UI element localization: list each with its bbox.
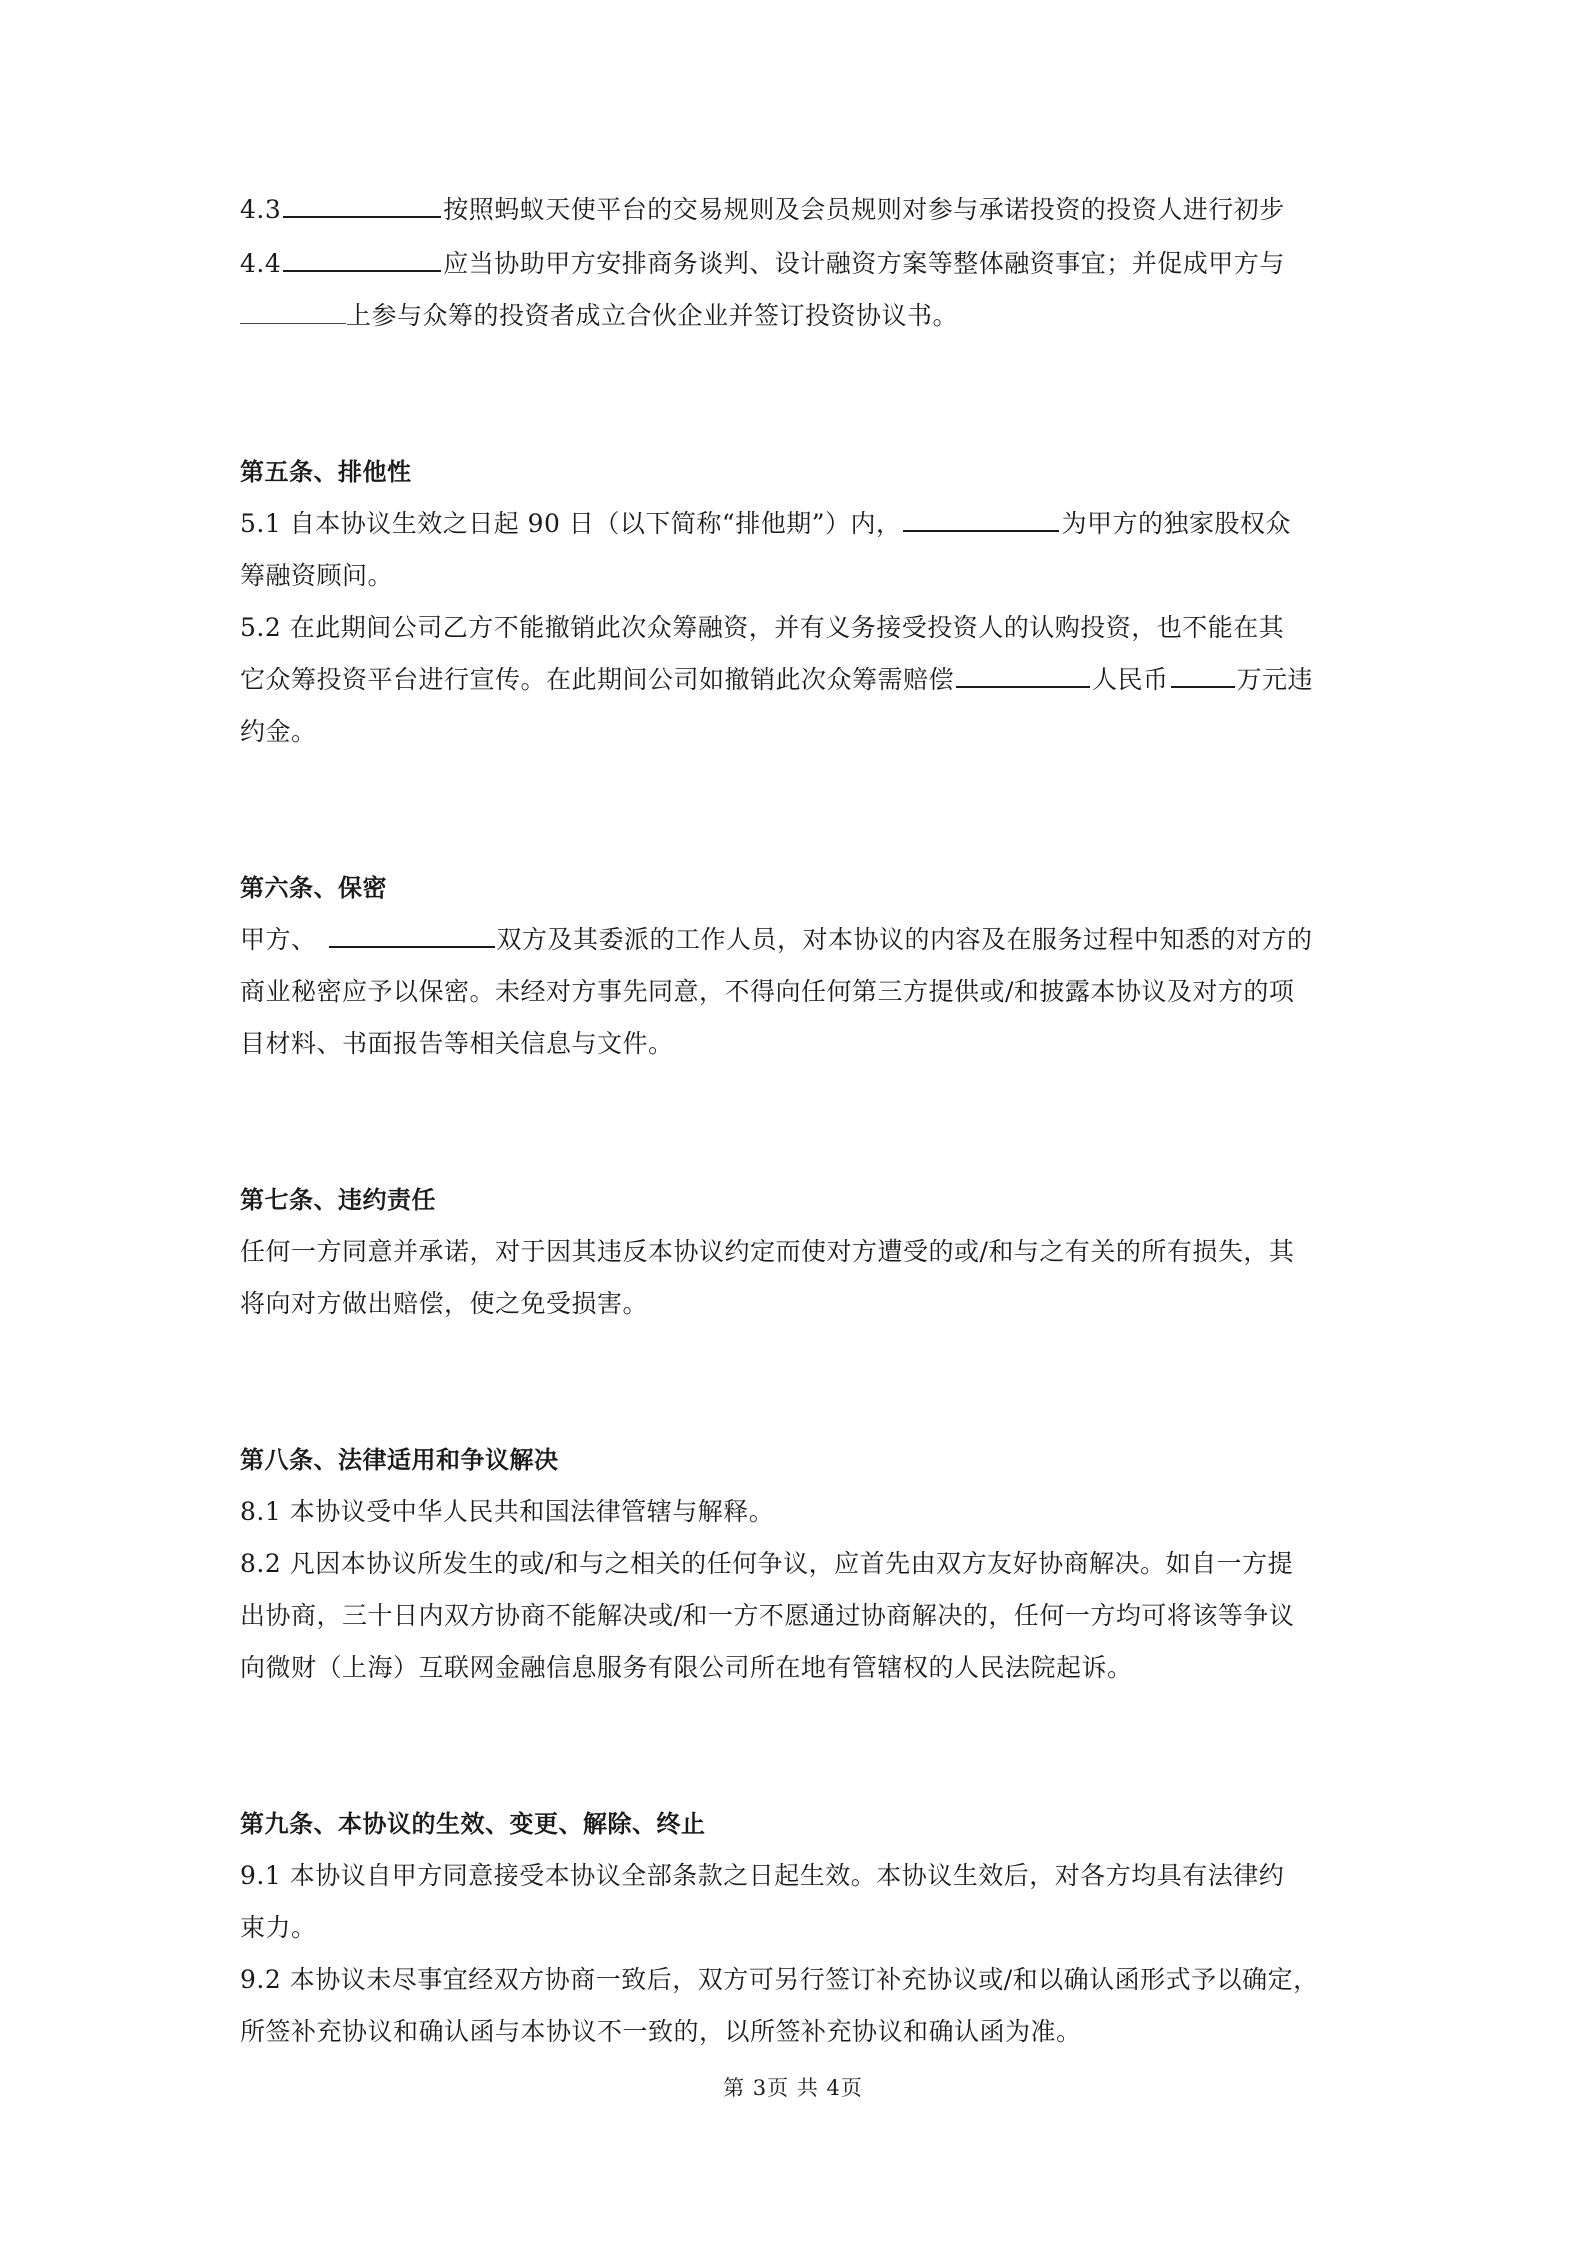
- clause-9-2: 9.2 本协议未尽事宜经双方协商一致后，双方可另行签订补充协议或/和以确认函形式予以确定，: [240, 1965, 1319, 1994]
- clause-5-2-end: 约金。: [240, 717, 317, 746]
- clause-8-2-end: 向微财（上海）互联网金融信息服务有限公司所在地有管辖权的人民法院起诉。: [240, 1653, 1133, 1682]
- clause-8-2-cont: 出协商，三十日内双方协商不能解决或/和一方不愿通过协商解决的，任何一方均可将该等争议: [240, 1601, 1295, 1630]
- clause-text: 甲方、: [240, 925, 317, 954]
- fill-blank: [956, 662, 1090, 688]
- clause-text: 按照蚂蚁天使平台的交易规则及会员规则对参与承诺投资的投资人进行初步: [443, 195, 1285, 224]
- clause-text: 万元违: [1236, 665, 1314, 694]
- clause-5-2-cont: [240, 662, 1360, 698]
- clause-text: 应当协助甲方安排商务谈判、设计融资方案等整体融资事宜；并促成甲方与: [443, 249, 1285, 278]
- clause-text: 它众筹投资平台进行宣传。在此期间公司如撤销此次众筹需赔偿: [240, 665, 955, 694]
- clause-9-1: 9.1 本协议自甲方同意接受本协议全部条款之日起生效。本协议生效后，对各方均具有法律约: [240, 1861, 1285, 1890]
- clause-text: 5.1 自本协议生效之日起 90 日（以下简称“排他期”）内，: [240, 509, 902, 538]
- page-number: 第 3页 共 4页: [723, 2076, 863, 2100]
- fill-blank: [240, 299, 346, 324]
- clause-9-2-cont: 所签补充协议和确认函与本协议不一致的，以所签补充协议和确认函为准。: [240, 2017, 1082, 2046]
- clause-text: 人民币: [1092, 665, 1169, 694]
- clause-4-4-cont: [240, 298, 1360, 334]
- clause-8-2: 8.2 凡因本协议所发生的或/和与之相关的任何争议，应首先由双方友好协商解决。如自一方提: [240, 1549, 1294, 1578]
- fill-blank: [903, 506, 1059, 532]
- clause-text: 双方及其委派的工作人员，对本协议的内容及在服务过程中知悉的对方的: [496, 925, 1313, 954]
- fill-blank: [329, 922, 495, 948]
- clause-5-1-cont: 筹融资顾问。: [240, 561, 394, 590]
- article-7-heading: 第七条、违约责任: [240, 1186, 436, 1214]
- clause-text: 上参与众筹的投资者成立合伙企业并签订投资协议书。: [346, 301, 959, 330]
- clause-5-1: [240, 506, 1360, 542]
- article-6-line-2: 商业秘密应予以保密。未经对方事先同意，不得向任何第三方提供或/和披露本协议及对方的项: [240, 977, 1295, 1006]
- fill-blank: [283, 246, 441, 272]
- clause-number: 4.4: [240, 249, 282, 278]
- fill-blank: [1171, 662, 1235, 688]
- article-6-line-1: [240, 922, 1360, 958]
- clause-5-2: 5.2 在此期间公司乙方不能撤销此次众筹融资，并有义务接受投资人的认购投资，也不能在其: [240, 613, 1285, 642]
- clause-number: 4.3: [240, 195, 282, 224]
- article-9-heading: 第九条、本协议的生效、变更、解除、终止: [240, 1810, 706, 1838]
- article-8-heading: 第八条、法律适用和争议解决: [240, 1446, 559, 1474]
- article-7-line-2: 将向对方做出赔偿，使之免受损害。: [240, 1289, 649, 1318]
- clause-4-4: [240, 246, 1360, 282]
- clause-text: 为甲方的独家股权众: [1061, 509, 1291, 538]
- article-7-line-1: 任何一方同意并承诺，对于因其违反本协议约定而使对方遭受的或/和与之有关的所有损失，其: [240, 1237, 1295, 1266]
- clause-8-1: 8.1 本协议受中华人民共和国法律管辖与解释。: [240, 1497, 775, 1526]
- article-5-heading: 第五条、排他性: [240, 458, 412, 486]
- article-6-line-3: 目材料、书面报告等相关信息与文件。: [240, 1029, 674, 1058]
- fill-blank: [283, 192, 441, 218]
- article-6-heading: 第六条、保密: [240, 874, 387, 902]
- clause-4-3: [240, 192, 1360, 228]
- clause-9-1-cont: 束力。: [240, 1913, 317, 1942]
